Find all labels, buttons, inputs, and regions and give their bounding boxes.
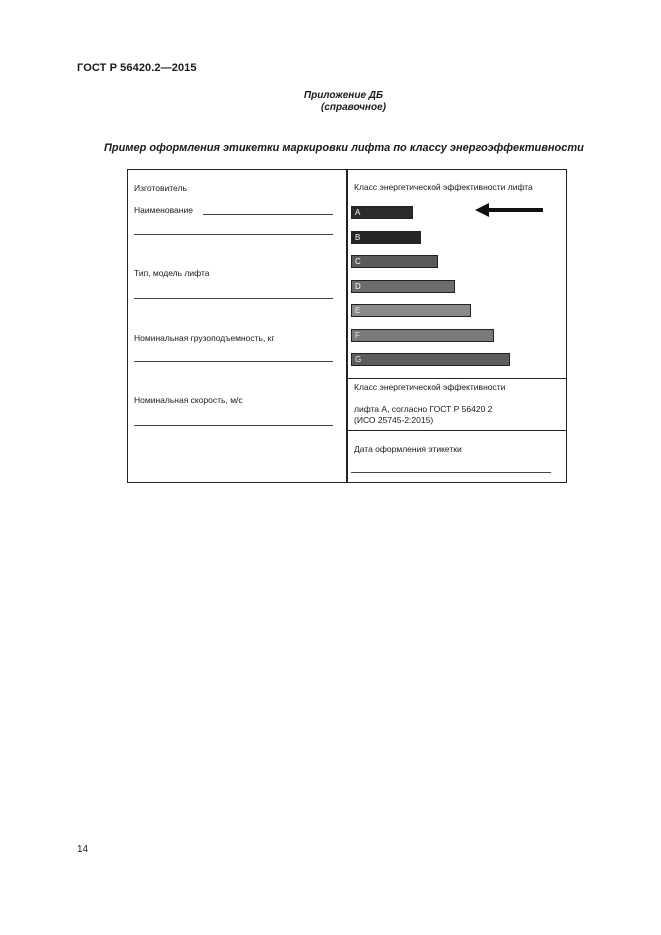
efficiency-bar-d [351,280,455,293]
name-line-2 [134,234,333,235]
efficiency-bar-label: G [355,355,362,364]
class-section-divider [348,378,566,379]
type-model-label: Тип, модель лифта [134,268,210,278]
document-header: ГОСТ Р 56420.2—2015 [77,62,197,74]
date-line [351,472,551,473]
annex-heading [0,90,661,114]
annex-subtitle: (справочное) [321,102,386,113]
rated-load-line [134,361,333,362]
page-number: 14 [77,844,89,855]
class-statement-line1: Класс энергетической эффективности [354,382,506,392]
annex-title: Приложение ДБ [303,90,384,101]
efficiency-bar-label: A [355,208,361,217]
efficiency-bar-label: E [355,306,361,315]
efficiency-bar-f [351,329,494,342]
manufacturer-label: Изготовитель [134,183,187,193]
efficiency-bar-c [351,255,438,268]
date-section-divider [348,430,566,431]
energy-label [127,169,567,483]
figure-title: Пример оформления этикетки маркировки лифта по классу энергоэффективности [104,142,584,154]
efficiency-bar-e [351,304,471,317]
class-statement-line3: (ИСО 25745-2:2015) [354,415,434,425]
class-statement-line2: лифта А, согласно ГОСТ Р 56420 2 [354,404,493,414]
efficiency-bar-label: C [355,257,361,266]
name-line [203,214,333,215]
label-left-column [128,170,346,482]
rated-speed-line [134,425,333,426]
efficiency-bar-b [351,231,421,244]
date-label: Дата оформления этикетки [354,444,462,454]
efficiency-bar-a [351,206,413,219]
rated-load-label: Номинальная грузоподъемность, кг [134,333,275,343]
name-label: Наименование [134,205,193,215]
efficiency-bar-label: D [355,281,361,291]
efficiency-scale-title: Класс энергетической эффективности лифта [354,182,533,192]
efficiency-bar-g [351,353,510,366]
indicator-arrow-icon [475,203,543,217]
efficiency-bar-label: B [355,232,361,242]
rated-speed-label: Номинальная скорость, м/с [134,395,243,405]
label-right-column [348,170,566,482]
type-model-line [134,298,333,299]
efficiency-bar-label: F [355,330,360,340]
